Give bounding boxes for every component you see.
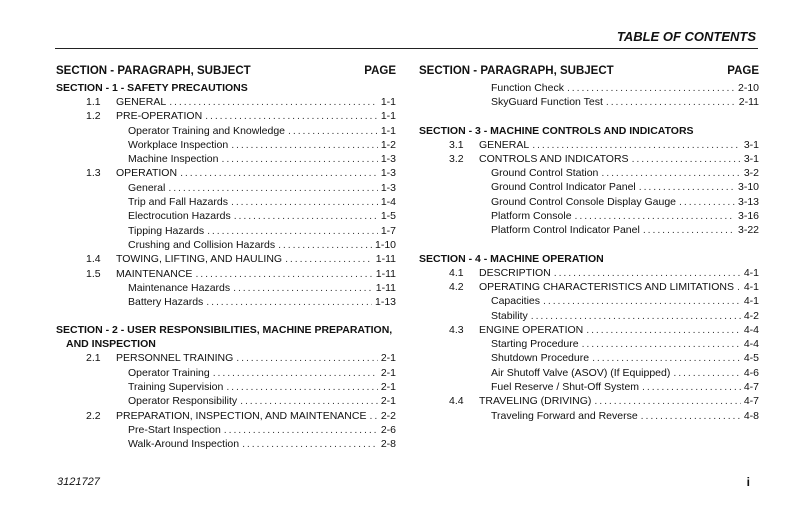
toc-entry-page: 1-3 [380, 153, 396, 166]
toc-entry-title: OPERATING CHARACTERISTICS AND LIMITATIONS [479, 280, 734, 293]
toc-entry-title: Pre-Start Inspection [128, 423, 221, 436]
toc-entry-number: 1.5 [86, 267, 101, 280]
toc-subentry[interactable] [419, 380, 759, 394]
toc-subentry[interactable] [56, 238, 396, 252]
dot-leader [288, 124, 378, 138]
toc-subentry[interactable] [56, 380, 396, 394]
toc-entry[interactable] [56, 252, 396, 266]
dot-leader [195, 267, 372, 281]
toc-entry-title: Walk-Around Inspection [128, 438, 240, 451]
toc-entry-page: 4-7 [743, 395, 759, 408]
toc-subentry[interactable] [56, 281, 396, 295]
toc-entry-title: Operator Responsibility [128, 395, 238, 408]
toc-entry-title: Ground Control Console Display Gauge [491, 195, 677, 208]
toc-entry-title: Training Supervision [128, 381, 224, 394]
toc-entry-title: PRE-OPERATION [116, 110, 203, 123]
toc-entry[interactable] [419, 394, 759, 408]
toc-right-column [419, 63, 759, 423]
toc-entry-title: PREPARATION, INSPECTION, AND MAINTENANCE [116, 409, 367, 422]
toc-subentry[interactable] [419, 337, 759, 351]
toc-entry-title: Starting Procedure [491, 338, 579, 351]
toc-subentry[interactable] [419, 166, 759, 180]
toc-subentry[interactable] [56, 181, 396, 195]
toc-entry-page: 3-10 [737, 181, 759, 194]
toc-entry-page: 2-1 [380, 366, 396, 379]
dot-leader [554, 266, 741, 280]
toc-entry-title: OPERATION [116, 167, 178, 180]
toc-entry[interactable] [419, 138, 759, 152]
toc-list [419, 81, 759, 110]
dot-leader [606, 95, 736, 109]
toc-entry-title: Traveling Forward and Reverse [491, 409, 638, 422]
toc-entry-page: 2-1 [380, 395, 396, 408]
dot-leader [369, 409, 377, 423]
toc-entry-title: Tipping Hazards [128, 224, 205, 237]
toc-entry-page: 4-4 [743, 323, 759, 336]
toc-entry-title: Platform Control Indicator Panel [491, 224, 640, 237]
toc-entry[interactable] [56, 95, 396, 109]
toc-entry-page: 1-13 [374, 296, 396, 309]
section-heading: SECTION - 4 - MACHINE OPERATION [419, 252, 604, 265]
toc-subentry[interactable] [56, 195, 396, 209]
toc-entry-page: 1-11 [375, 281, 396, 294]
toc-entry-title: PERSONNEL TRAINING [116, 352, 234, 365]
toc-entry-page: 1-1 [380, 96, 396, 108]
dot-leader [236, 351, 378, 365]
toc-entry-title: Stability [491, 309, 528, 322]
column-heading-subject: SECTION - PARAGRAPH, SUBJECT [419, 65, 614, 77]
dot-leader [575, 209, 735, 223]
section-heading-continued: AND INSPECTION [66, 338, 156, 351]
toc-entry-number: 2.2 [86, 409, 101, 422]
toc-entry-page: 1-3 [380, 167, 396, 180]
column-heading [56, 63, 396, 79]
dot-leader [643, 223, 735, 237]
toc-list [56, 351, 396, 451]
dot-leader [169, 95, 378, 109]
toc-list [56, 95, 396, 309]
toc-subentry[interactable] [56, 124, 396, 138]
toc-entry-title: ENGINE OPERATION [479, 323, 584, 336]
dot-leader [180, 166, 378, 180]
toc-entry[interactable] [419, 152, 759, 166]
dot-leader [567, 81, 735, 95]
dot-leader [240, 394, 378, 408]
toc-entry-page: 4-1 [743, 266, 759, 279]
dot-leader [673, 366, 740, 380]
toc-entry-title: Fuel Reserve / Shut-Off System [491, 381, 640, 394]
toc-entry-title: GENERAL [479, 138, 530, 151]
toc-entry-page: 3-16 [737, 210, 759, 223]
toc-entry-number: 4.4 [449, 395, 464, 408]
dot-leader [221, 152, 377, 166]
toc-entry-title: Workplace Inspection [128, 138, 229, 151]
column-heading-page: PAGE [727, 65, 759, 77]
dot-leader [242, 437, 378, 451]
toc-entry-page: 2-1 [380, 352, 396, 365]
section-heading: SECTION - 2 - USER RESPONSIBILITIES, MACHINE PREPARATION, [56, 324, 393, 337]
toc-entry-page: 1-3 [380, 181, 396, 194]
toc-entry-title: Capacities [491, 295, 541, 308]
toc-entry-page: 4-2 [743, 309, 759, 322]
dot-leader [543, 294, 741, 308]
toc-subentry[interactable] [419, 409, 759, 423]
toc-subentry[interactable] [56, 394, 396, 408]
dot-leader [679, 195, 735, 209]
toc-entry-number: 3.1 [449, 138, 464, 151]
toc-entry-page: 3-2 [743, 167, 759, 180]
toc-entry-page: 4-1 [743, 295, 759, 308]
toc-entry-title: Air Shutoff Valve (ASOV) (If Equipped) [491, 366, 671, 379]
toc-entry-page: 3-1 [743, 152, 759, 165]
toc-entry[interactable] [56, 109, 396, 123]
toc-entry-page: 1-2 [380, 138, 396, 151]
dot-leader [234, 209, 378, 223]
dot-leader [632, 152, 741, 166]
toc-subentry[interactable] [419, 294, 759, 308]
toc-entry[interactable] [56, 166, 396, 180]
dot-leader [233, 281, 373, 295]
toc-entry[interactable] [56, 351, 396, 365]
toc-entry-page: 2-1 [380, 381, 396, 394]
toc-entry-number: 3.2 [449, 152, 464, 165]
toc-entry-title: Platform Console [491, 210, 572, 223]
toc-entry-title: Shutdown Procedure [491, 352, 590, 365]
toc-entry-page: 1-5 [380, 210, 396, 223]
toc-entry-number: 1.4 [86, 253, 101, 266]
dot-leader [641, 409, 741, 423]
toc-entry[interactable] [419, 280, 759, 294]
toc-entry[interactable] [419, 323, 759, 337]
toc-subentry[interactable] [419, 180, 759, 194]
toc-entry-title: Crushing and Collision Hazards [128, 238, 276, 251]
dot-leader [582, 337, 741, 351]
toc-entry-page: 3-1 [743, 138, 759, 151]
toc-entry-page: 4-6 [743, 366, 759, 379]
toc-entry-page: 1-1 [380, 110, 396, 123]
dot-leader [224, 423, 378, 437]
toc-entry-page: 1-1 [380, 124, 396, 137]
toc-entry-title: SkyGuard Function Test [491, 96, 603, 109]
dot-leader [642, 380, 741, 394]
toc-entry-title: Trip and Fall Hazards [128, 196, 228, 209]
dot-leader [231, 138, 378, 152]
dot-leader [601, 166, 740, 180]
dot-leader [532, 138, 741, 152]
toc-list [419, 266, 759, 423]
toc-subentry[interactable] [419, 195, 759, 209]
toc-entry[interactable] [56, 409, 396, 423]
dot-leader [207, 224, 378, 238]
toc-entry-title: Ground Control Indicator Panel [491, 181, 636, 194]
dot-leader [231, 195, 378, 209]
dot-leader [168, 181, 377, 195]
toc-subentry[interactable] [56, 295, 396, 309]
column-heading [419, 63, 759, 79]
toc-entry-page: 2-11 [738, 96, 759, 109]
toc-subentry[interactable] [419, 309, 759, 323]
dot-leader [213, 366, 378, 380]
toc-entry-number: 4.1 [449, 266, 464, 279]
toc-subentry[interactable] [56, 437, 396, 451]
toc-entry-title: TOWING, LIFTING, AND HAULING [116, 253, 283, 266]
toc-subentry[interactable] [56, 152, 396, 166]
toc-entry-page: 4-5 [743, 352, 759, 365]
toc-entry-number: 1.3 [86, 167, 101, 180]
page-number: i [746, 475, 750, 489]
toc-list [419, 138, 759, 238]
toc-entry-page: 2-2 [380, 409, 396, 422]
section-heading: SECTION - 1 - SAFETY PRECAUTIONS [56, 82, 248, 94]
dot-leader [205, 109, 378, 123]
toc-entry[interactable] [419, 266, 759, 280]
toc-subentry[interactable] [56, 138, 396, 152]
toc-entry-title: Operator Training [128, 366, 210, 379]
dot-leader [206, 295, 372, 309]
document-number: 3121727 [57, 476, 100, 488]
toc-entry-page: 3-22 [737, 224, 759, 237]
toc-entry-title: CONTROLS AND INDICATORS [479, 152, 629, 165]
toc-entry-page: 1-4 [380, 196, 396, 209]
toc-entry-title: TRAVELING (DRIVING) [479, 395, 592, 408]
toc-entry-page: 1-11 [375, 253, 396, 266]
toc-left-column [56, 63, 396, 452]
toc-entry-title: Battery Hazards [128, 296, 204, 309]
toc-entry-page: 4-7 [743, 381, 759, 394]
toc-entry-page: 4-8 [743, 409, 759, 422]
toc-subentry[interactable] [419, 351, 759, 365]
toc-subentry[interactable] [56, 366, 396, 380]
toc-subentry[interactable] [56, 423, 396, 437]
toc-entry-number: 1.1 [86, 96, 101, 108]
toc-entry-title: Maintenance Hazards [128, 281, 231, 294]
toc-entry-page: 4-4 [743, 338, 759, 351]
toc-entry-title: General [128, 181, 166, 194]
toc-entry-title: Ground Control Station [491, 167, 599, 180]
toc-entry-number: 1.2 [86, 110, 101, 123]
toc-subentry[interactable] [419, 95, 759, 109]
page-header-title: TABLE OF CONTENTS [616, 29, 756, 44]
toc-subentry[interactable] [419, 223, 759, 237]
toc-entry-title: Electrocution Hazards [128, 210, 231, 223]
dot-leader [586, 323, 741, 337]
dot-leader [737, 280, 741, 294]
toc-entry-page: 4-1 [743, 280, 759, 293]
section-heading: SECTION - 3 - MACHINE CONTROLS AND INDICATORS [419, 124, 694, 137]
dot-leader [278, 238, 372, 252]
column-heading-subject: SECTION - PARAGRAPH, SUBJECT [56, 65, 251, 77]
toc-entry-page: 2-8 [380, 438, 396, 451]
toc-subentry[interactable] [56, 224, 396, 238]
dot-leader [285, 252, 373, 266]
dot-leader [594, 394, 740, 408]
toc-subentry[interactable] [56, 209, 396, 223]
dot-leader [531, 309, 741, 323]
toc-subentry[interactable] [419, 209, 759, 223]
toc-subentry[interactable] [419, 366, 759, 380]
dot-leader [226, 380, 377, 394]
toc-subentry[interactable] [419, 81, 759, 95]
toc-entry-page: 1-7 [380, 224, 396, 237]
header-rule [55, 48, 758, 49]
column-heading-page: PAGE [364, 65, 396, 77]
toc-entry-page: 2-6 [380, 423, 396, 436]
toc-entry-title: MAINTENANCE [116, 267, 193, 280]
toc-entry-page: 3-13 [737, 195, 759, 208]
toc-entry-title: GENERAL [116, 96, 167, 108]
toc-entry-number: 2.1 [86, 352, 101, 365]
toc-entry-number: 4.3 [449, 323, 464, 336]
toc-entry[interactable] [56, 267, 396, 281]
toc-entry-title: Machine Inspection [128, 153, 219, 166]
toc-entry-title: Function Check [491, 82, 564, 94]
toc-entry-number: 4.2 [449, 280, 464, 293]
dot-leader [592, 351, 741, 365]
toc-entry-title: DESCRIPTION [479, 266, 551, 279]
dot-leader [639, 180, 735, 194]
toc-entry-title: Operator Training and Knowledge [128, 124, 286, 137]
toc-entry-page: 1-10 [374, 238, 396, 251]
toc-entry-page: 1-11 [375, 267, 396, 280]
toc-entry-page: 2-10 [737, 82, 759, 94]
